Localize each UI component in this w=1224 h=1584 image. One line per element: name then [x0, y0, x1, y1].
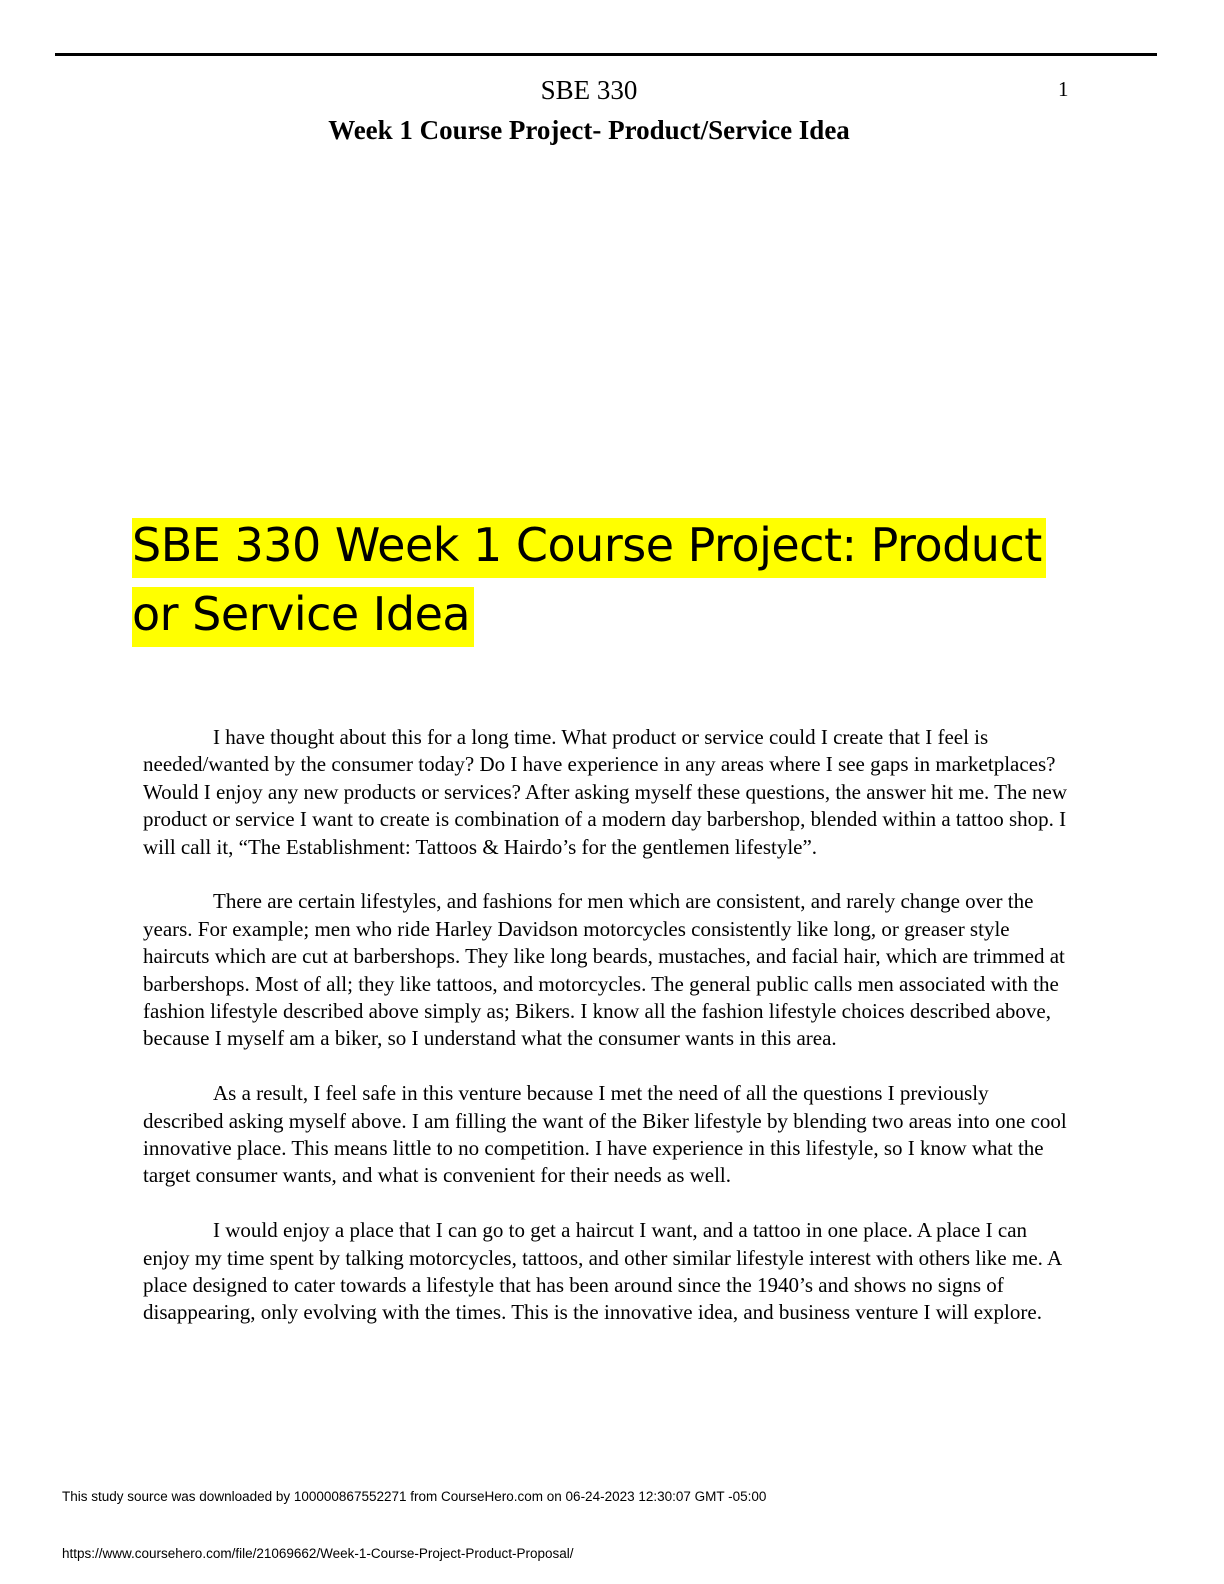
essay-body — [143, 724, 1073, 1354]
highlighted-title-line-2: or Service Idea — [132, 587, 474, 647]
paragraph-3: As a result, I feel safe in this venture because I met the need of all the questions I previously described asking myself above. I am filling the want of the Biker lifestyle by blending two areas into one cool innovative place. This means little to no competition. I have experience in this lifestyle, so I know what the target consumer wants, and what is convenient for their needs as well. — [143, 1081, 1067, 1188]
course-code: SBE 330 — [540, 75, 638, 105]
source-url: https://www.coursehero.com/file/21069662/Week-1-Course-Project-Product-Proposal/ — [62, 1546, 574, 1561]
highlighted-title — [132, 511, 1092, 649]
page-number: 1 — [1058, 77, 1069, 101]
paragraph-4: I would enjoy a place that I can go to get a haircut I want, and a tattoo in one place. A place I can enjoy my time spent by talking motorcycles, tattoos, and other similar lifestyle interest with others like me. A place designed to cater towards a lifestyle that has been around since the 1940’s and shows no signs of disappearing, only evolving with the times. This is the innovative idea, and business venture I will explore. — [143, 1218, 1061, 1325]
header-rule — [55, 53, 1157, 56]
download-notice: This study source was downloaded by 100000867552271 from CourseHero.com on 06-24-2023 12:30:07 GMT -05:00 — [62, 1489, 767, 1504]
highlighted-title-line-1: SBE 330 Week 1 Course Project: Product — [132, 518, 1046, 578]
paragraph-1: I have thought about this for a long time. What product or service could I create that I feel is needed/wanted by the consumer today? Do I have experience in any areas where I see gaps in marketplaces? Would I enjoy any new products or services? After asking myself these questions, the answer hit me. The new product or service I want to create is combination of a modern day barbershop, blended within a tattoo shop. I will call it, “The Establishment: Tattoos & Hairdo’s for the gentlemen lifestyle”. — [143, 725, 1068, 859]
paragraph-2: There are certain lifestyles, and fashions for men which are consistent, and rarely change over the years. For example; men who ride Harley Davidson motorcycles consistently like long, or greaser style haircuts which are cut at barbershops. They like long beards, mustaches, and facial hair, which are trimmed at barbershops. Most of all; they like tattoos, and motorcycles. The general public calls men associated with the fashion lifestyle described above simply as; Bikers. I know all the fashion lifestyle choices described above, because I myself am a biker, so I understand what the consumer wants in this area. — [143, 889, 1065, 1051]
assignment-title: Week 1 Course Project- Product/Service Idea — [328, 115, 850, 145]
